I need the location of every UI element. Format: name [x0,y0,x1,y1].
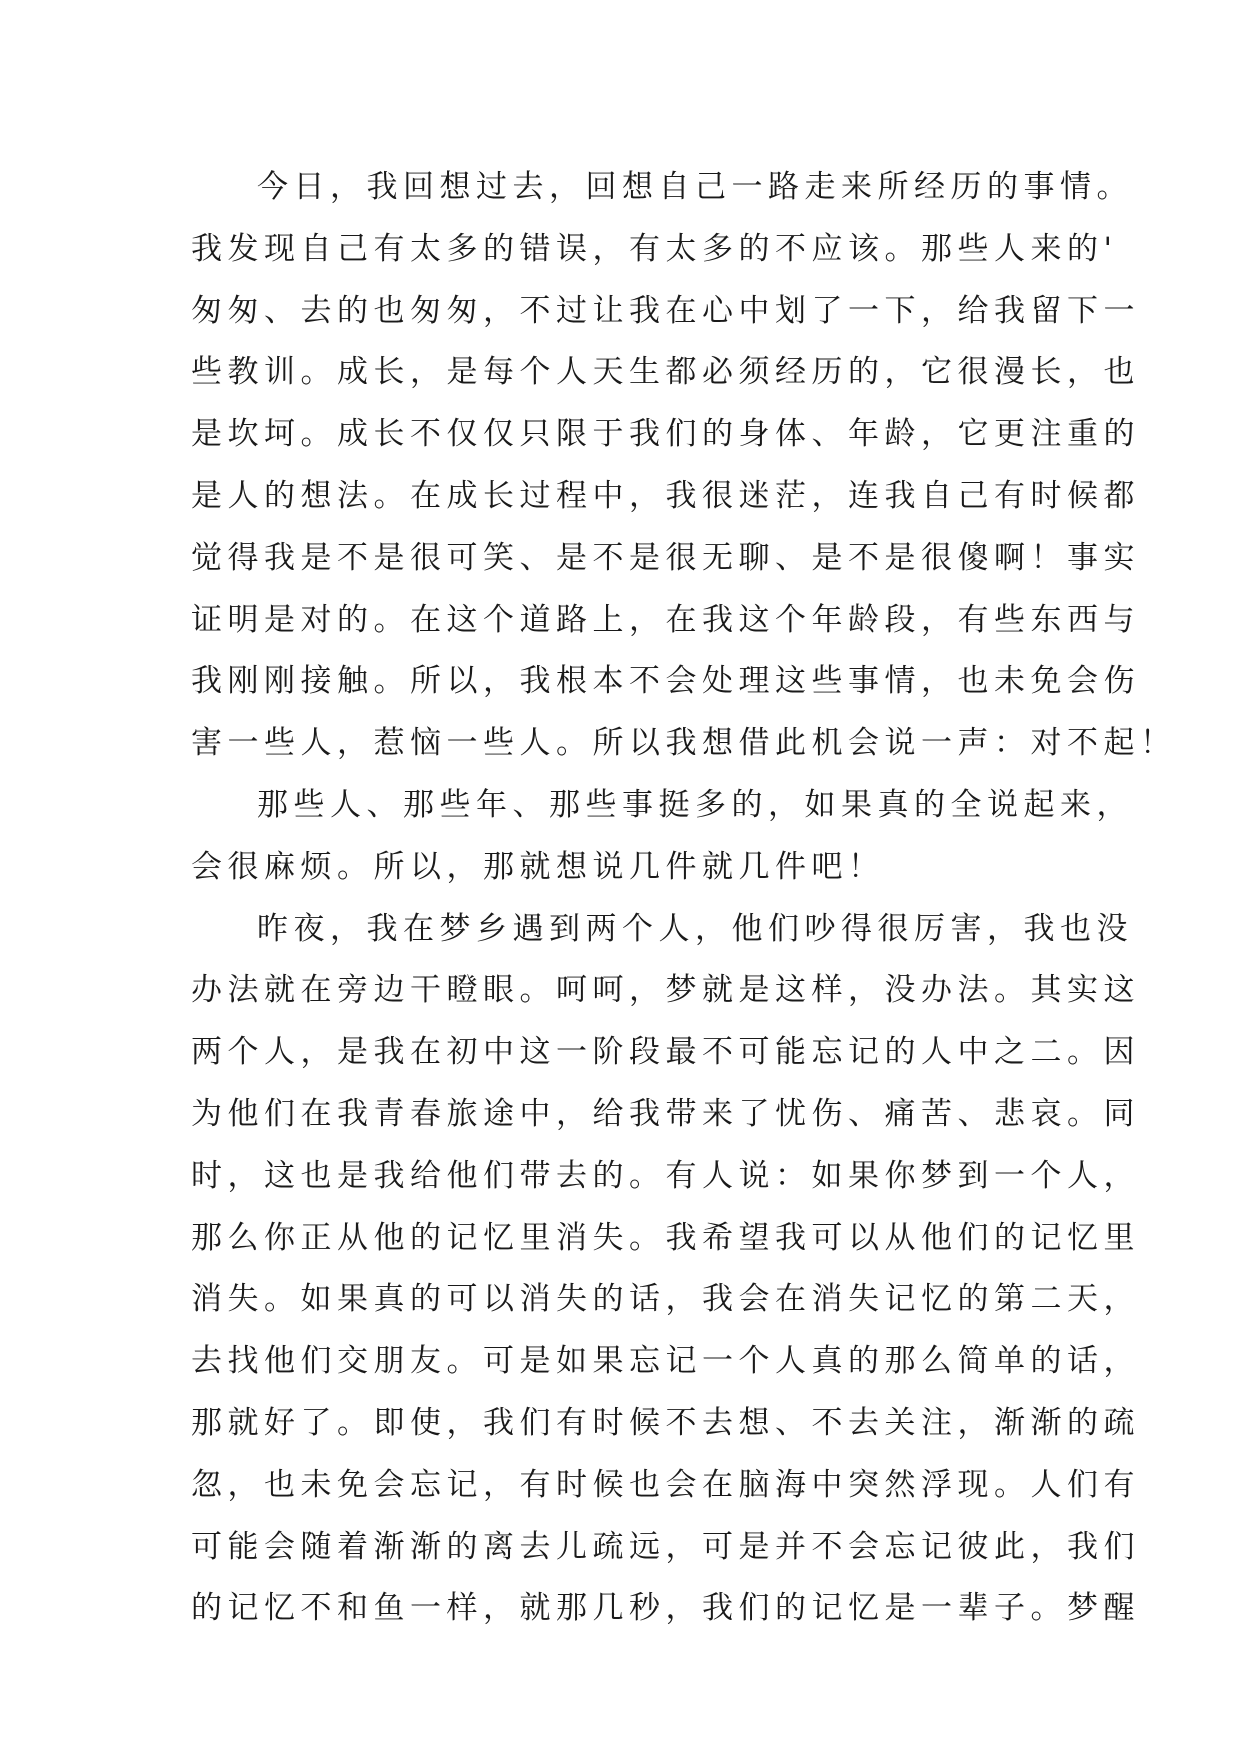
paragraph-3-line-10: 忽，也未免会忘记，有时候也会在脑海中突然浮现。人们有 [191,1466,1140,1503]
paragraph-3-line-11: 可能会随着渐渐的离去儿疏远，可是并不会忘记彼此，我们 [191,1528,1140,1565]
paragraph-2-line-2: 会很麻烦。所以，那就想说几件就几件吧！ [191,848,885,885]
paragraph-3-line-6: 那么你正从他的记忆里消失。我希望我可以从他们的记忆里 [191,1219,1140,1256]
body-text [191,157,1177,1640]
paragraph-3-line-12: 的记忆不和鱼一样，就那几秒，我们的记忆是一辈子。梦醒 [191,1590,1140,1627]
paragraph-1-line-1: 今日，我回想过去，回想自己一路走来所经历的事情。 [257,169,1133,205]
paragraph-1-line-9: 我刚刚接触。所以，我根本不会处理这些事情，也未免会伤 [191,663,1140,700]
paragraph-1-line-3: 匆匆、去的也匆匆，不过让我在心中划了一下，给我留下一 [191,292,1140,329]
paragraph-3-line-4: 为他们在我青春旅途中，给我带来了忧伤、痛苦、悲哀。同 [191,1095,1140,1132]
paragraph-3-line-5: 时，这也是我给他们带去的。有人说：如果你梦到一个人， [191,1157,1140,1194]
paragraph-3-line-2: 办法就在旁边干瞪眼。呵呵，梦就是这样，没办法。其实这 [191,972,1140,1009]
paragraph-1-line-10: 害一些人，惹恼一些人。所以我想借此机会说一声：对不起！ [191,725,1177,762]
paragraph-3-line-8: 去找他们交朋友。可是如果忘记一个人真的那么简单的话， [191,1343,1140,1380]
paragraph-2-line-1: 那些人、那些年、那些事挺多的，如果真的全说起来， [257,786,1133,823]
paragraph-1-line-6: 是人的想法。在成长过程中，我很迷茫，连我自己有时候都 [191,477,1140,514]
paragraph-1-line-4: 些教训。成长，是每个人天生都必须经历的，它很漫长，也 [191,354,1140,391]
paragraph-1-line-8: 证明是对的。在这个道路上，在我这个年龄段，有些东西与 [191,601,1140,638]
paragraph-1-line-5: 是坎坷。成长不仅仅只限于我们的身体、年龄，它更注重的 [191,416,1140,453]
paragraph-3-line-9: 那就好了。即使，我们有时候不去想、不去关注，渐渐的疏 [191,1404,1140,1441]
paragraph-3-line-7: 消失。如果真的可以消失的话，我会在消失记忆的第二天， [191,1281,1140,1318]
paragraph-3-line-1: 昨夜，我在梦乡遇到两个人，他们吵得很厉害，我也没 [257,910,1133,947]
paragraph-1-line-7: 觉得我是不是很可笑、是不是很无聊、是不是很傻啊！事实 [191,539,1140,576]
paragraph-3-line-3: 两个人，是我在初中这一阶段最不可能忘记的人中之二。因 [191,1034,1140,1071]
paragraph-1-line-2: 我发现自己有太多的错误，有太多的不应该。那些人来的' [191,230,1118,267]
